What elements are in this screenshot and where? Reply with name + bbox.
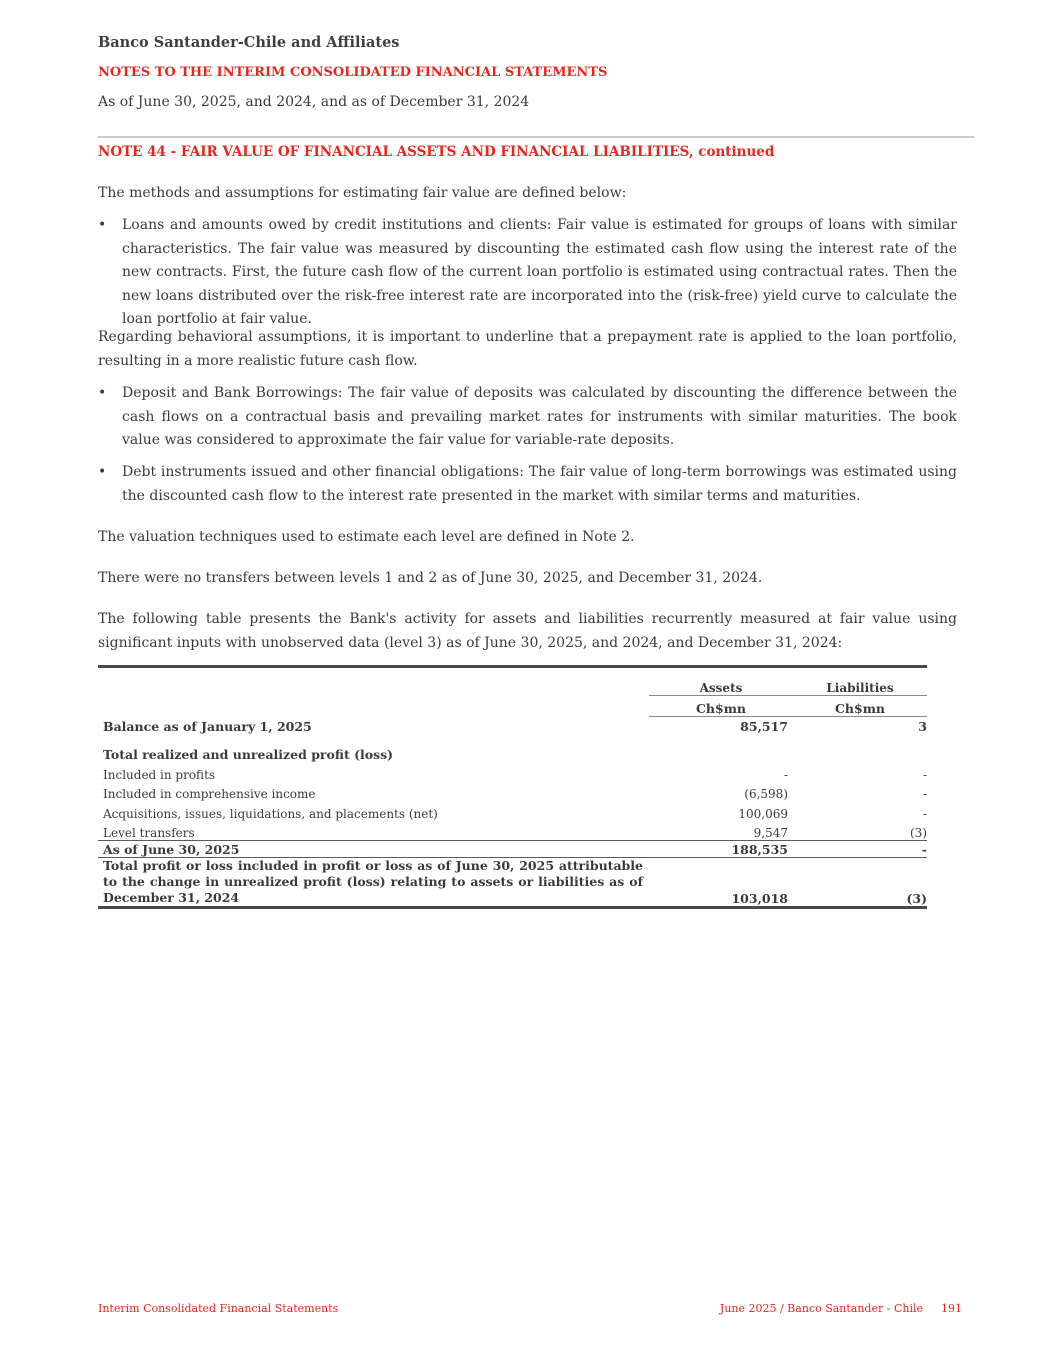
bullet-icon: • xyxy=(98,464,107,480)
bullet-icon: • xyxy=(98,385,107,401)
transfers-paragraph: There were no transfers between levels 1 and 2 as of June 30, 2025, and December 31, 2024. xyxy=(98,570,763,586)
table-section-row xyxy=(98,734,927,762)
bullet-text: Debt instruments issued and other financial obligations: The fair value of long-term borrowings was estimated using the discounted cash flow to the interest rate presented in the market with similar terms and maturities. xyxy=(122,464,957,504)
table-final-row xyxy=(98,858,927,908)
unit-assets: Ch$mn xyxy=(649,696,788,717)
row-label: Level transfers xyxy=(98,821,649,841)
bullet-text: Deposit and Bank Borrowings: The fair value of deposits was calculated by discounting the difference between the cash flows on a contractual basis and prevailing market rates for instruments with similar maturities. The book value was considered to approximate the fair value for variable-rate deposits. xyxy=(122,385,957,448)
behavioral-paragraph: Regarding behavioral assumptions, it is important to underline that a prepayment rate is applied to the loan portfolio, resulting in a more realistic future cash flow. xyxy=(98,329,957,369)
row-liabilities: 3 xyxy=(918,719,927,734)
row-assets: 9,547 xyxy=(649,821,788,841)
footer-left: Interim Consolidated Financial Statements xyxy=(98,1302,339,1315)
row-liabilities: - xyxy=(922,787,927,801)
col-assets: Assets xyxy=(649,667,788,696)
row-label: Balance as of January 1, 2025 xyxy=(103,719,312,734)
notes-title: NOTES TO THE INTERIM CONSOLIDATED FINANCIAL STATEMENTS xyxy=(98,65,608,80)
table-header-row xyxy=(98,667,927,696)
table-row xyxy=(98,801,927,821)
row-liabilities: - xyxy=(922,806,927,821)
table-row xyxy=(98,762,927,782)
unit-blank xyxy=(98,696,649,717)
fair-value-table xyxy=(98,665,927,909)
table-row xyxy=(98,717,927,735)
row-label: Included in profits xyxy=(103,767,216,782)
row-liabilities: - xyxy=(922,767,927,782)
row-assets: 188,535 xyxy=(649,841,788,858)
table-row xyxy=(98,782,927,802)
row-assets: 85,517 xyxy=(740,719,788,734)
header-blank xyxy=(98,667,649,696)
row-assets: 100,069 xyxy=(738,806,788,821)
bullet-debt xyxy=(98,461,957,508)
note-title: NOTE 44 - FAIR VALUE OF FINANCIAL ASSETS AND FINANCIAL LIABILITIES, continued xyxy=(98,144,775,160)
bullet-deposits xyxy=(98,382,957,453)
footer-report: June 2025 / Banco Santander - Chile xyxy=(719,1302,923,1315)
unit-liabilities: Ch$mn xyxy=(788,696,927,717)
table-total-row xyxy=(98,841,927,858)
table-intro-paragraph: The following table presents the Bank's activity for assets and liabilities recurrently measured at fair value using significant inputs with unobserved data (level 3) as of June 30, 2025, and 2024, and December 31, 2024: xyxy=(98,611,957,651)
valuation-paragraph: The valuation techniques used to estimate each level are defined in Note 2. xyxy=(98,529,635,545)
row-label: Total profit or loss included in profit or loss as of June 30, 2025 attributable to the change in unrealized profit (loss) relating to assets or liabilities as of December 31, 2024 xyxy=(98,858,649,908)
bullet-text: Loans and amounts owed by credit institutions and clients: Fair value is estimated for groups of loans with similar characteristics. The fair value was measured by discounting the estimated cash flow using the interest rate of the new contracts. First, the future cash flow of the current loan portfolio is estimated using contractual rates. Then the new loans distributed over the risk-free interest rate are incorporated into the (risk-free) yield curve to calculate the loan portfolio at fair value. xyxy=(122,217,957,327)
row-assets: 103,018 xyxy=(649,858,788,908)
row-label: As of June 30, 2025 xyxy=(98,841,649,858)
bullet-loans xyxy=(98,214,957,332)
row-liabilities: (3) xyxy=(788,821,927,841)
page-number: 191 xyxy=(941,1302,962,1315)
table-unit-row xyxy=(98,696,927,717)
row-label: Included in comprehensive income xyxy=(103,787,316,801)
company-name: Banco Santander-Chile and Affiliates xyxy=(98,34,400,51)
header-divider xyxy=(98,136,974,138)
section-label: Total realized and unrealized profit (loss) xyxy=(103,747,394,762)
date-line: As of June 30, 2025, and 2024, and as of December 31, 2024 xyxy=(98,94,530,110)
row-label: Acquisitions, issues, liquidations, and placements (net) xyxy=(103,806,438,821)
table-row xyxy=(98,821,927,841)
row-liabilities: (3) xyxy=(788,858,927,908)
bullet-icon: • xyxy=(98,217,107,233)
row-assets: - xyxy=(783,767,788,782)
intro-paragraph: The methods and assumptions for estimating fair value are defined below: xyxy=(98,185,627,201)
footer-right xyxy=(720,1302,962,1315)
col-liabilities: Liabilities xyxy=(788,667,927,696)
row-assets: (6,598) xyxy=(744,787,788,801)
row-liabilities: - xyxy=(788,841,927,858)
